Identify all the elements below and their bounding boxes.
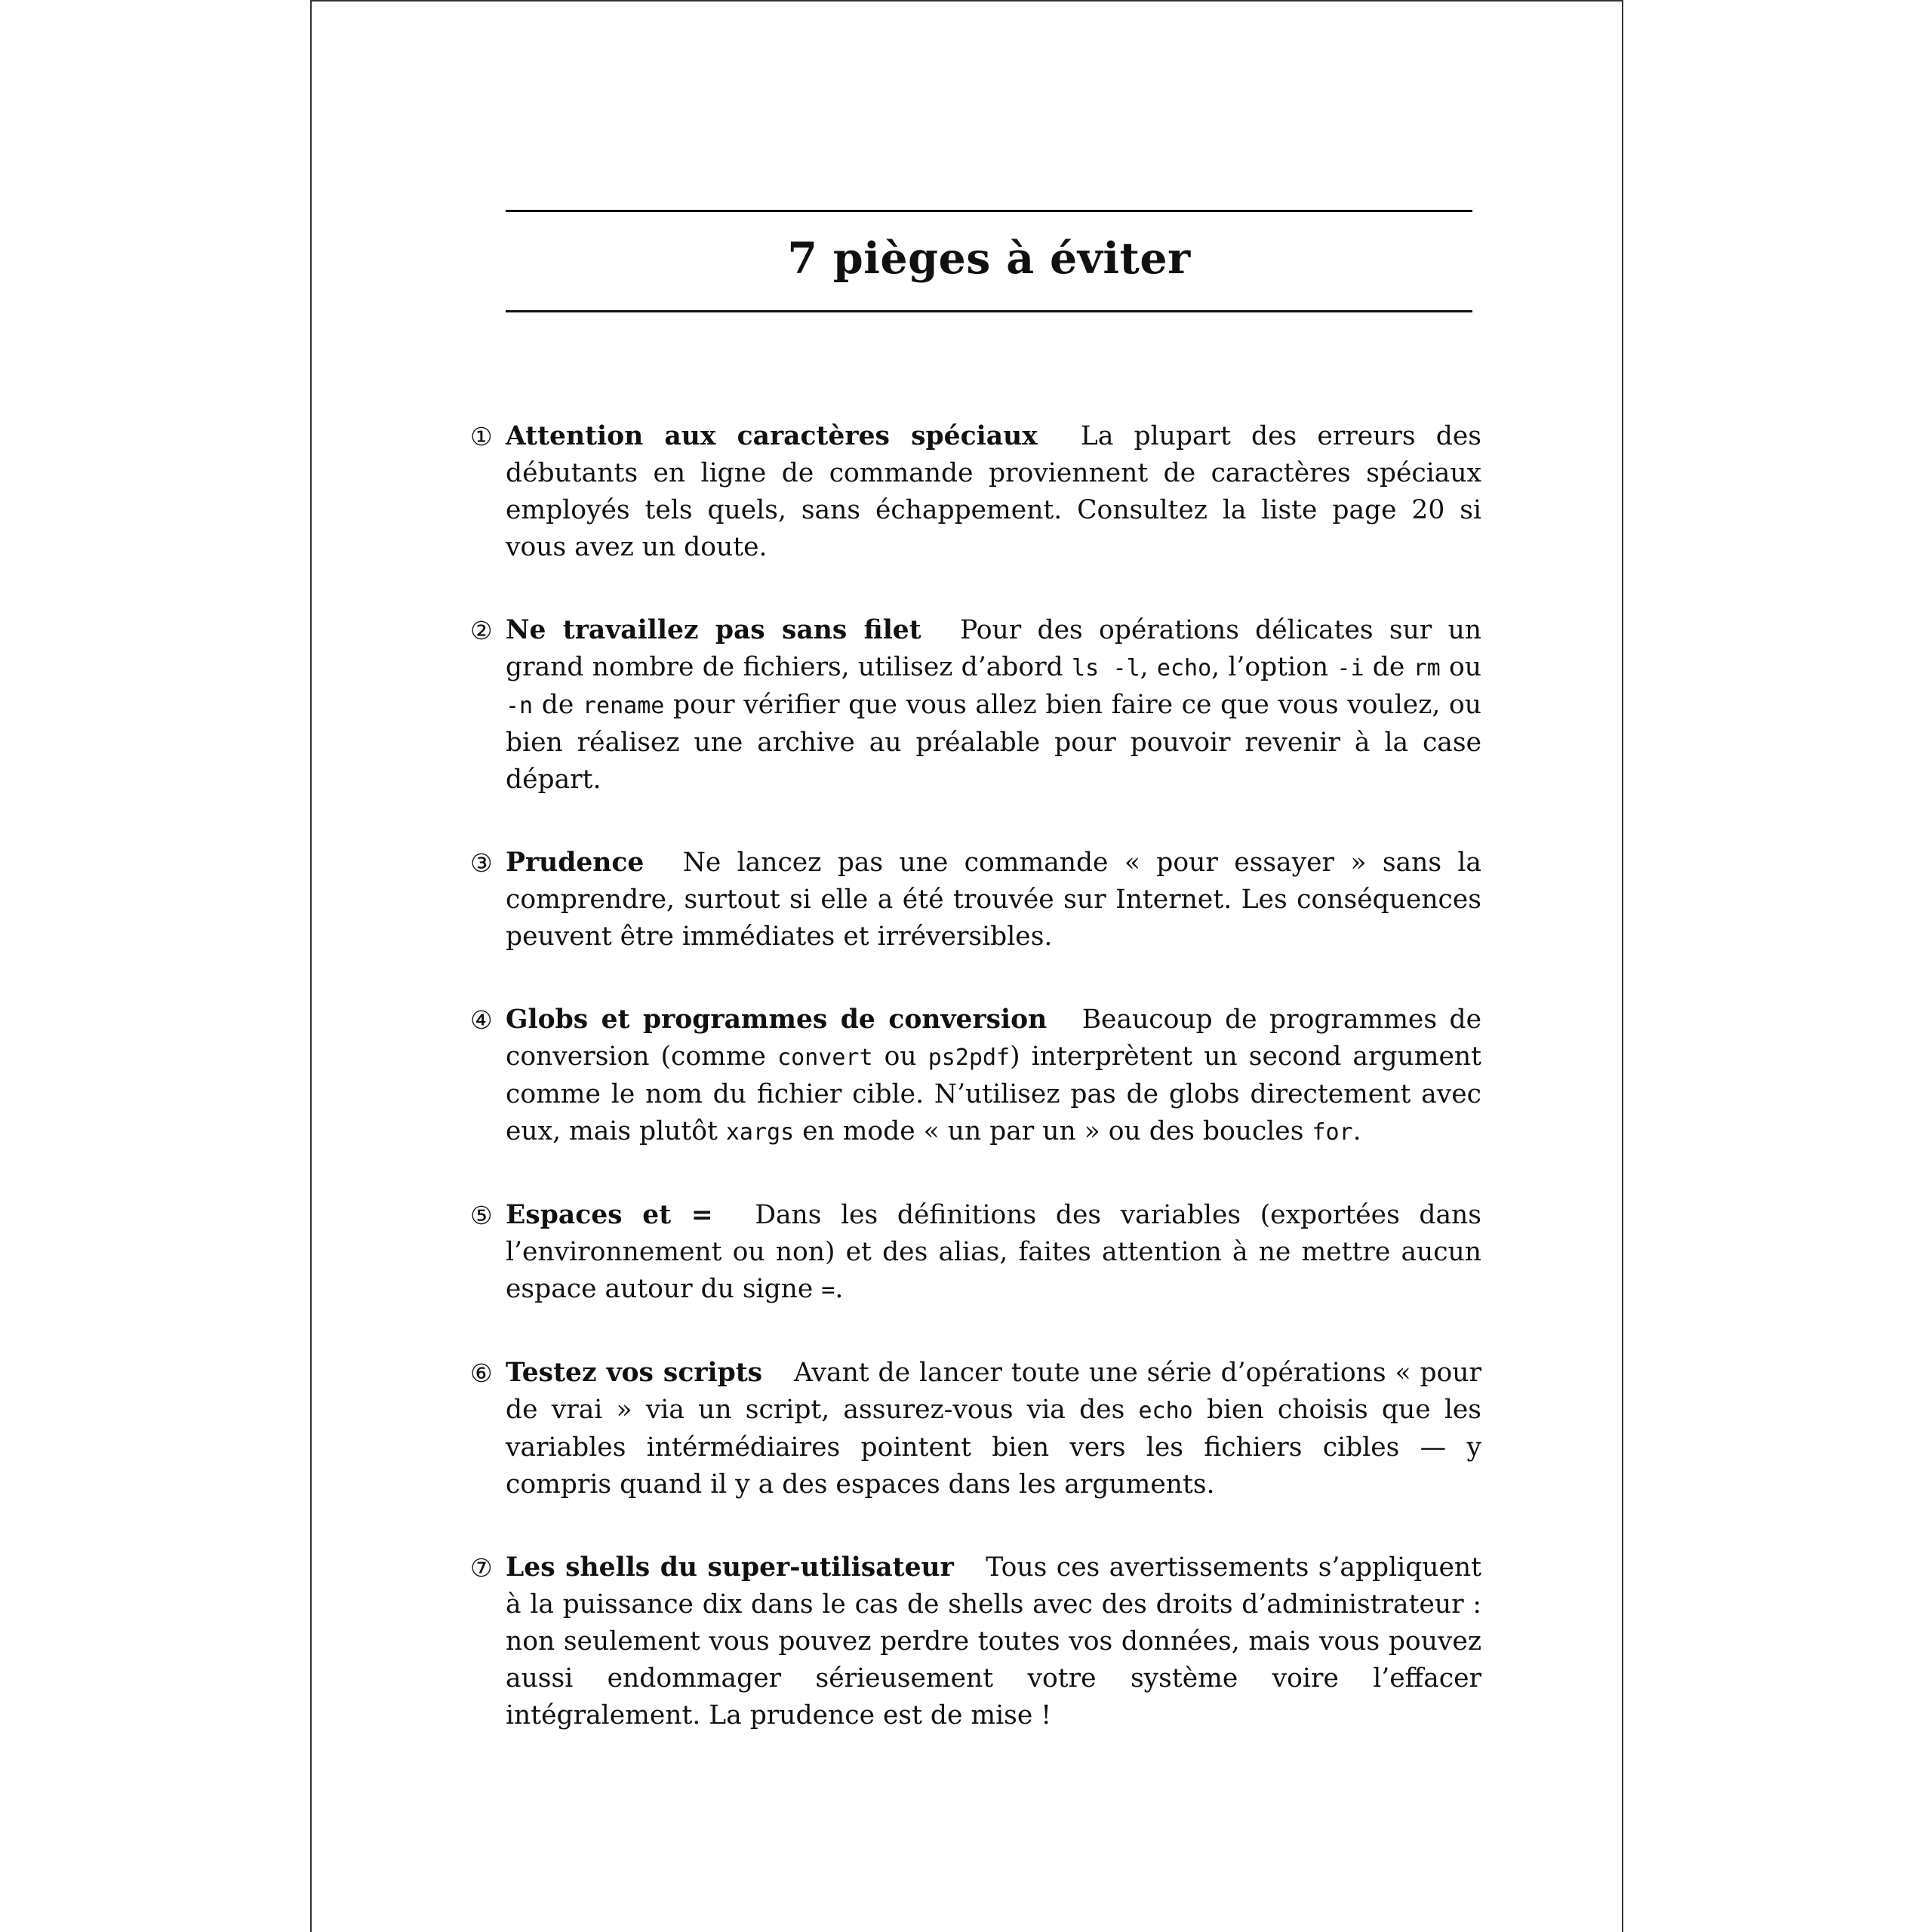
item-text: Ne lancez pas une commande « pour essayer » sans la comprendre, surtout si elle a été trouvée sur Internet. Les conséquences peuvent être immédiates et irréversibles. (506, 848, 1481, 952)
item-heading: Testez vos scripts (506, 1358, 763, 1388)
item-body (506, 1549, 1481, 1734)
item-text: de (1364, 652, 1414, 682)
title-block (506, 210, 1472, 312)
item-text: . (1352, 1116, 1361, 1146)
item-body (506, 1001, 1481, 1151)
inline-code: rename (582, 693, 665, 719)
item-text: . (835, 1274, 844, 1304)
inline-code: xargs (725, 1119, 795, 1146)
title-rule-top (506, 210, 1472, 212)
item-text: bien choisis que les variables intérmédiaires pointent bien vers les fichiers cibles — y compris quand il y a des espaces dans les arguments. (506, 1395, 1481, 1500)
pitfall-item (470, 1549, 1481, 1734)
inline-code: ls -l (1072, 655, 1140, 681)
page-title: 7 pièges à éviter (787, 233, 1191, 284)
inline-code: -i (1337, 655, 1364, 681)
item-body (506, 612, 1481, 798)
item-text: en mode « un par un » ou des boucles (794, 1116, 1312, 1146)
item-number: ② (470, 616, 493, 645)
item-number: ④ (470, 1005, 493, 1035)
pitfall-item (470, 418, 1481, 566)
item-text: Tous ces avertissements s’appliquent à la puissance dix dans le cas de shells avec des droits d’administrateur : non seulement vous pouvez perdre toutes vos données, mais vous pouvez aussi endommager sérieusement votre système voire l’effacer intégralement. La prudence est de mise ! (506, 1552, 1482, 1730)
item-text: Pour des opérations délicates sur un grand nombre de fichiers, utilisez d’abord (506, 615, 1482, 682)
item-text: ) interprètent un second argument comme le nom du fichier cible. N’utilisez pas de globs directement avec eux, mais plutôt (506, 1041, 1481, 1146)
inline-code: = (821, 1277, 835, 1303)
inline-code: rm (1413, 655, 1441, 681)
item-heading: Attention aux caractères spéciaux (506, 421, 1038, 451)
item-body (506, 844, 1481, 955)
item-text: , l’option (1211, 652, 1337, 682)
item-text: pour vérifier que vous allez bien faire ce que vous voulez, ou bien réalisez une archive au préalable pour pouvoir revenir à la case départ. (506, 690, 1482, 795)
inline-code: for (1312, 1119, 1353, 1146)
inline-code: convert (777, 1044, 873, 1071)
pitfall-item (470, 1001, 1481, 1151)
inline-code: ps2pdf (928, 1044, 1011, 1071)
pitfall-item (470, 1355, 1481, 1503)
item-heading: Globs et programmes de conversion (506, 1004, 1048, 1035)
pitfall-list (470, 418, 1481, 1734)
inline-code: -n (506, 693, 534, 719)
item-text: Dans les définitions des variables (exportées dans l’environnement ou non) et des alias, faites attention à ne mettre aucun espace autour du signe (506, 1200, 1481, 1304)
item-body (506, 418, 1481, 566)
document-page (310, 0, 1623, 1932)
title-rule-bottom (506, 310, 1472, 312)
pitfall-item (470, 844, 1481, 955)
item-number: ③ (470, 848, 493, 878)
item-text: Beaucoup de programmes de conversion (comme (506, 1004, 1481, 1072)
pitfall-item (470, 612, 1481, 798)
item-heading: Les shells du super-utilisateur (506, 1552, 954, 1583)
item-text: Avant de lancer toute une série d’opérations « pour de vrai » via un script, assurez-vous via des (506, 1358, 1482, 1425)
inline-code: echo (1156, 655, 1212, 681)
item-body (506, 1197, 1481, 1309)
item-text: La plupart des erreurs des débutants en ligne de commande proviennent de caractères spéciaux employés tels quels, sans échappement. Consultez la liste page 20 si vous avez un doute. (506, 421, 1481, 562)
item-number: ⑤ (470, 1201, 493, 1230)
item-number: ⑥ (470, 1358, 493, 1388)
item-text: de (533, 690, 583, 720)
item-heading: Espaces et = (506, 1200, 713, 1230)
item-text: ou (1440, 652, 1481, 682)
item-text: ou (872, 1041, 928, 1072)
item-text: , (1140, 652, 1157, 682)
item-body (506, 1355, 1481, 1503)
item-heading: Prudence (506, 848, 645, 878)
inline-code: echo (1138, 1398, 1193, 1424)
item-number: ① (470, 422, 493, 451)
item-number: ⑦ (470, 1553, 493, 1583)
pitfall-item (470, 1197, 1481, 1309)
item-heading: Ne travaillez pas sans filet (506, 615, 921, 645)
